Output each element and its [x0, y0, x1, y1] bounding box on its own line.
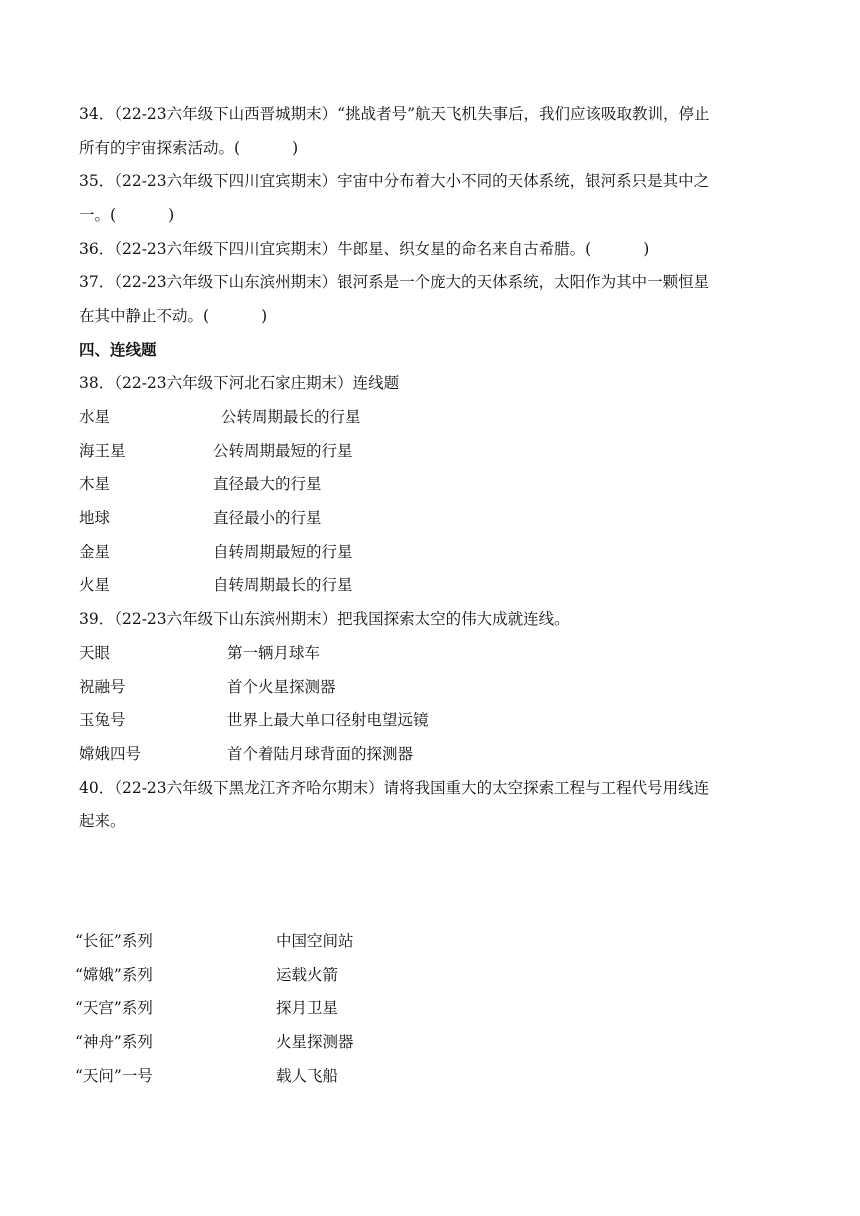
match-row — [75, 1065, 779, 1087]
match-left-item: 水星 — [79, 408, 111, 426]
match-row — [79, 541, 779, 563]
match-row — [79, 507, 779, 529]
question-37-line1: 37．（22-23六年级下山东滨州期末）银河系是一个庞大的天体系统，太阳作为其中一颗恒星 — [79, 273, 710, 291]
match-row — [75, 997, 779, 1019]
match-left-item: 海王星 — [79, 442, 126, 460]
match-row — [79, 743, 779, 765]
question-34-line2 — [79, 137, 298, 159]
question-35-text: 一。( — [79, 206, 117, 224]
match-row — [75, 1031, 779, 1053]
question-35-line2 — [79, 204, 174, 226]
match-left-item: 火星 — [79, 576, 111, 594]
match-row — [75, 964, 779, 986]
question-34-text: 所有的宇宙探索活动。( — [79, 139, 241, 157]
match-right-item: 火星探测器 — [276, 1033, 354, 1051]
match-right-item: 第一辆月球车 — [227, 644, 321, 662]
match-left-item: “神舟”系列 — [75, 1033, 153, 1051]
match-right-item: 公转周期最长的行星 — [221, 408, 361, 426]
match-right-item: 世界上最大单口径射电望远镜 — [227, 711, 429, 729]
question-36-line1 — [79, 238, 649, 260]
match-left-item: 嫦娥四号 — [79, 745, 142, 763]
match-left-item: 祝融号 — [79, 678, 126, 696]
match-row — [79, 642, 779, 664]
match-right-item: 运载火箭 — [276, 966, 339, 984]
match-left-item: 天眼 — [79, 644, 111, 662]
match-left-item: 木星 — [79, 475, 111, 493]
match-row — [79, 406, 779, 428]
question-36-text: 36．（22-23六年级下四川宜宾期末）牛郎星、织女星的命名来自古希腊。( — [79, 240, 592, 258]
match-row — [79, 473, 779, 495]
match-right-item: 自转周期最长的行星 — [213, 576, 353, 594]
match-right-item: 自转周期最短的行星 — [213, 543, 353, 561]
question-37-line2 — [79, 305, 267, 327]
match-right-item: 中国空间站 — [276, 932, 354, 950]
question-35-line1: 35．（22-23六年级下四川宜宾期末）宇宙中分布着大小不同的天体系统，银河系只是其中之 — [79, 172, 710, 190]
match-row — [79, 574, 779, 596]
close-paren: ) — [292, 139, 299, 157]
match-row — [79, 709, 779, 731]
close-paren: ) — [643, 240, 650, 258]
match-right-item: 公转周期最短的行星 — [213, 442, 353, 460]
section-heading: 四、连线题 — [79, 341, 157, 359]
match-right-item: 载人飞船 — [276, 1067, 339, 1085]
match-left-item: “天问”一号 — [75, 1067, 153, 1085]
question-34-line1: 34．（22-23六年级下山西晋城期末）“挑战者号”航天飞机失事后，我们应该吸取教训，停止 — [79, 105, 710, 123]
question-39-stem: 39．（22-23六年级下山东滨州期末）把我国探索太空的伟大成就连线。 — [79, 610, 570, 628]
question-40-line2: 起来。 — [79, 812, 126, 830]
match-left-item: “天宫”系列 — [75, 999, 153, 1017]
question-38-stem: 38．（22-23六年级下河北石家庄期末）连线题 — [79, 374, 400, 392]
match-right-item: 首个着陆月球背面的探测器 — [227, 745, 414, 763]
match-left-item: “长征”系列 — [75, 932, 153, 950]
match-row — [79, 440, 779, 462]
match-left-item: “嫦娥”系列 — [75, 966, 153, 984]
match-right-item: 直径最小的行星 — [213, 509, 322, 527]
close-paren: ) — [168, 206, 175, 224]
match-left-item: 金星 — [79, 543, 111, 561]
question-40-line1: 40．（22-23六年级下黑龙江齐齐哈尔期末）请将我国重大的太空探索工程与工程代号用线连 — [79, 779, 710, 797]
match-right-item: 首个火星探测器 — [227, 678, 336, 696]
match-row — [75, 930, 779, 952]
match-left-item: 地球 — [79, 509, 111, 527]
question-37-text: 在其中静止不动。( — [79, 307, 210, 325]
match-left-item: 玉兔号 — [79, 711, 126, 729]
close-paren: ) — [261, 307, 268, 325]
match-right-item: 探月卫星 — [276, 999, 339, 1017]
match-row — [79, 676, 779, 698]
match-right-item: 直径最大的行星 — [213, 475, 322, 493]
